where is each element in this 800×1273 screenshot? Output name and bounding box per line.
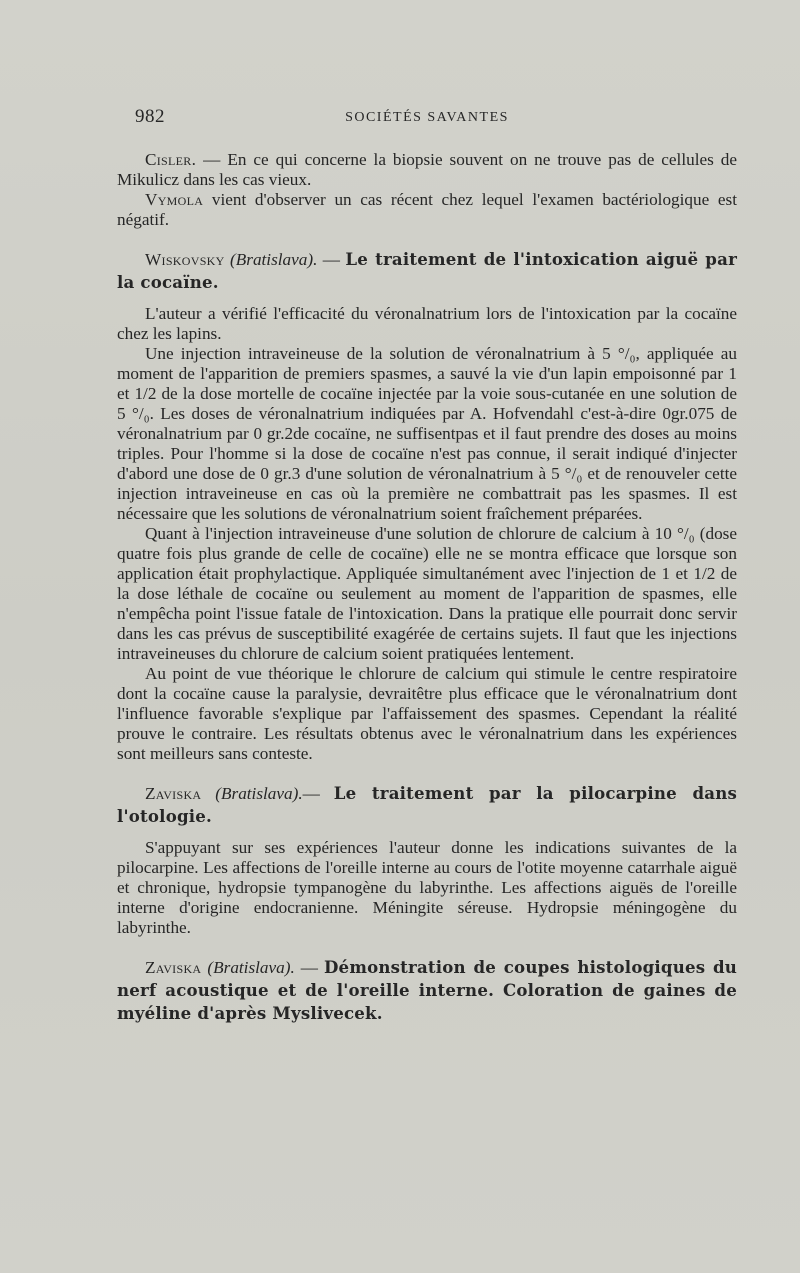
article-author: Wiskovsky: [145, 250, 225, 269]
speaker-name: Vymola: [145, 190, 204, 209]
article-place: (Bratislava).: [215, 784, 303, 803]
discussion-vymola: [117, 190, 737, 230]
article-paragraph: Au point de vue théorique le chlorure de calcium qui stimule le centre respiratoire dont la cocaïne cause la paralysie, devraitêtre plus efficace que le véronalnatrium dont l'influence favorable s'explique par l'affaissement des spasmes. Cependant la réalité prouve le contraire. Les résultats obtenus avec le véronalnatrium dans les expériences sont meilleurs sans conteste.: [117, 664, 737, 763]
article-heading: [117, 956, 737, 1025]
discussion-cisler: [117, 150, 737, 190]
discussion-block: [117, 150, 737, 230]
page-number: 982: [135, 106, 165, 127]
article-title: Démonstration de coupes histologiques du nerf acoustique et de l'oreille interne. Coloration de gaines de myéline d'après Myslivecek.: [117, 957, 738, 1023]
article-paragraph: S'appuyant sur ses expériences l'auteur donne les indications suivantes de la pilocarpine. Les affections de l'oreille interne au cours de l'otite moyenne catarrhale aiguë et chronique, hydropsie tympanogène du labyrinthe. Les affections aiguës de l'oreille interne d'origine endocranienne. Méningite séreuse. Hydropsie méningogène du labyrinthe.: [117, 838, 737, 937]
article-author: Zaviska: [145, 958, 202, 977]
running-title: SOCIÉTÉS SAVANTES: [345, 110, 509, 125]
speaker-name: Cisler.: [145, 150, 197, 169]
article-heading: [117, 782, 737, 828]
article-paragraph: Une injection intraveineuse de la solution de véronalnatrium à 5 °/₀, appliquée au moment de l'apparition de premiers spasmes, a sauvé la vie d'un lapin empoisonné par 1 et 1/2 de la dose mortelle de cocaïne injectée par la voie sous-cutanée en une solution de 5 °/₀. Les doses de véronalnatrium indiquées par A. Hofvendahl c'est-à-dire 0gr.075 de véronalnatrium par 0 gr.2de cocaïne, ne suffisentpas et il faut prendre des doses au moins triples. Pour l'homme si la dose de cocaïne n'est pas connue, il serait indiqué d'injecter d'abord une dose de 0 gr.3 d'une solution de véronalnatrium à 5 °/₀ et de renouveler cette injection intraveineuse en cas où la première ne combattrait pas les spasmes. Il est nécessaire que les solutions de véronalnatrium soient fraîchement préparées.: [117, 344, 737, 523]
speaker-text: vient d'observer un cas récent chez lequel l'examen bactériologique est négatif.: [117, 190, 737, 229]
article-place: (Bratislava).: [230, 250, 318, 269]
heading-dash: —: [294, 958, 324, 977]
article-place: (Bratislava).: [207, 958, 295, 977]
article-paragraph: Quant à l'injection intraveineuse d'une solution de chlorure de calcium à 10 °/₀ (dose quatre fois plus grande de celle de cocaïne) elle ne se montra efficace que lorsque son application était prophylactique. Appliquée simultanément avec l'injection de 1 et 1/2 de la dose léthale de cocaïne ou seulement au moment de l'apparition de spasmes, elle n'empêcha point l'issue fatale de l'intoxication. Dans la pratique elle pourrait donc servir dans les cas prévus de susceptibilité exagérée de certains sujets. Il faut que les injections intraveineuses du chlorure de calcium soient pratiquées lentement.: [117, 524, 737, 663]
article-title: Le traitement par la pilocarpine dans l'otologie.: [117, 783, 738, 826]
body-text: [117, 150, 737, 1043]
speaker-text: — En ce qui concerne la biopsie souvent on ne trouve pas de cellules de Mikulicz dans les cas vieux.: [117, 150, 737, 189]
article-paragraph: L'auteur a vérifié l'efficacité du véronalnatrium lors de l'intoxication par la cocaïne chez les lapins.: [117, 304, 737, 343]
article-author: Zaviska: [145, 784, 202, 803]
article-zaviska-demonstration: [117, 956, 737, 1025]
article-zaviska-pilocarpine: [117, 782, 737, 938]
article-wiskovsky: [117, 248, 737, 764]
heading-dash: —: [317, 250, 346, 269]
page-header: [117, 106, 737, 132]
heading-dash: —: [302, 784, 334, 803]
article-title: Le traitement de l'intoxication aiguë par la cocaïne.: [117, 249, 738, 292]
article-heading: [117, 248, 737, 294]
